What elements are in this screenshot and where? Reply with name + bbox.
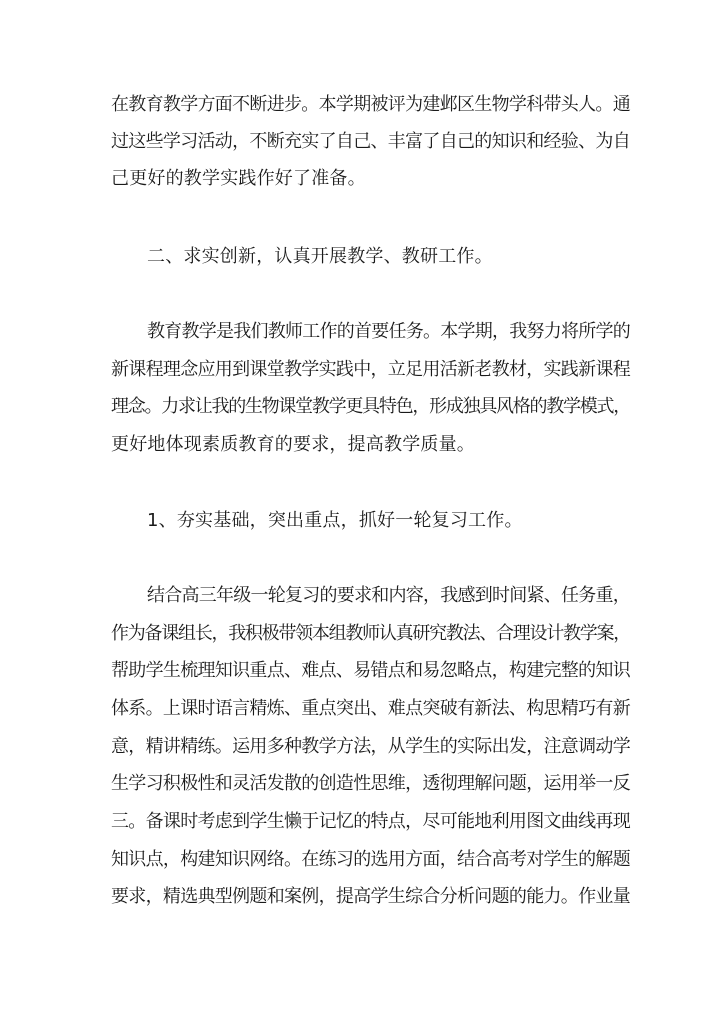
paragraph-line: 体系。上课时语言精炼、重点突出、难点突破有新法、构思精巧有新	[111, 698, 630, 719]
paragraph-line: 三。备课时考虑到学生懒于记忆的特点，尽可能地利用图文曲线再现	[111, 811, 630, 832]
paragraph-line: 教育教学是我们教师工作的首要任务。本学期，我努力将所学的	[147, 321, 630, 342]
paragraph-line: 帮助学生梳理知识重点、难点、易错点和易忽略点，构建完整的知识	[111, 660, 630, 681]
paragraph-line: 理念。力求让我的生物课堂教学更具特色，形成独具风格的教学模式，	[111, 396, 630, 417]
paragraph-line: 在教育教学方面不断进步。本学期被评为建邺区生物学科带头人。通	[111, 94, 630, 115]
paragraph-line: 意，精讲精练。运用多种教学方法，从学生的实际出发，注意调动学	[111, 736, 630, 757]
paragraph-line: 更好地体现素质教育的要求，提高教学质量。	[111, 434, 475, 455]
subsection-heading: 1、夯实基础，突出重点，抓好一轮复习工作。	[147, 510, 523, 531]
paragraph-line: 生学习积极性和灵活发散的创造性思维，透彻理解问题，运用举一反	[111, 773, 630, 794]
paragraph-line: 己更好的教学实践作好了准备。	[111, 168, 366, 189]
paragraph-line: 新课程理念应用到课堂教学实践中，立足用活新老教材，实践新课程	[111, 359, 630, 380]
paragraph-line: 作为备课组长，我积极带领本组教师认真研究教法、合理设计教学案，	[111, 623, 630, 644]
section-heading: 二、求实创新，认真开展教学、教研工作。	[147, 246, 493, 267]
paragraph-line: 结合高三年级一轮复习的要求和内容，我感到时间紧、任务重，	[147, 585, 630, 606]
paragraph-line: 要求，精选典型例题和案例，提高学生综合分析问题的能力。作业量	[111, 886, 630, 907]
paragraph-line: 过这些学习活动，不断充实了自己、丰富了自己的知识和经验、为自	[111, 131, 630, 152]
paragraph-line: 知识点，构建知识网络。在练习的选用方面，结合高考对学生的解题	[111, 849, 630, 870]
